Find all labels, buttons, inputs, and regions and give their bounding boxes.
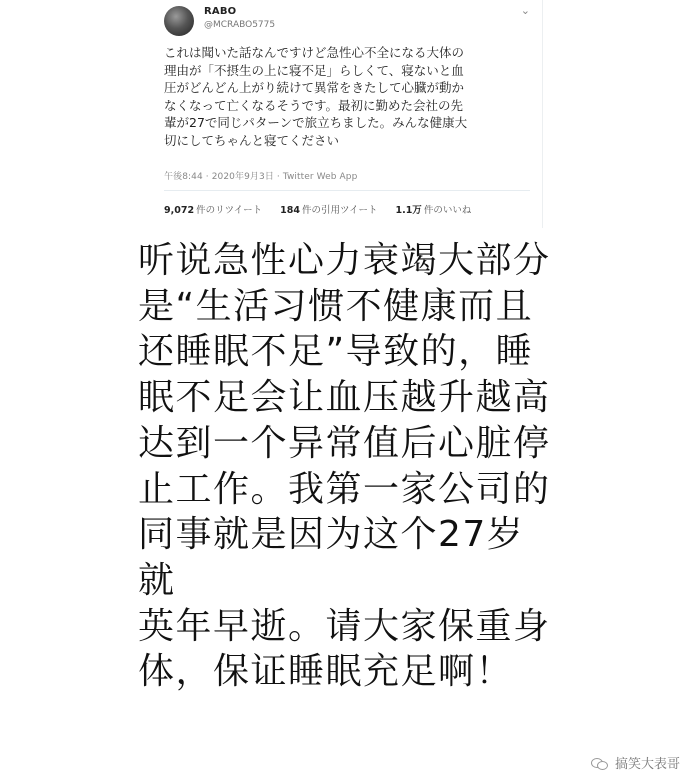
like-count[interactable] <box>395 202 471 216</box>
like-label: 件のいいね <box>423 205 472 216</box>
chevron-down-icon[interactable]: ⌄ <box>520 4 530 17</box>
tweet-timestamp[interactable]: 午後8:44 · 2020年9月3日 · Twitter Web App <box>164 172 358 182</box>
tweet-text: これは聞いた話なんですけど急性心不全になる大体の 理由が「不摂生の上に寝不足」らしくて、寝ないと血 圧がどんどん上がり続けて異常をきたして心臓が動か なくなって亡くなるそうです。最初に勤めた会社の先 輩が27で同じパターンで旅立ちました。みんな健康大 切にしてちゃんと寝てください <box>164 45 468 148</box>
watermark-text: 搞笑大表哥 <box>614 757 680 772</box>
retweet-label: 件のリツイート <box>196 205 263 216</box>
wechat-icon <box>591 756 609 770</box>
avatar[interactable] <box>164 6 194 36</box>
display-name[interactable]: RABO <box>204 6 237 17</box>
watermark <box>591 753 680 772</box>
user-handle[interactable]: @MCRABO5775 <box>204 20 276 30</box>
tweet-stats <box>164 202 471 216</box>
retweet-count[interactable] <box>164 202 262 216</box>
retweet-number: 9,072 <box>164 205 195 216</box>
like-number: 1.1万 <box>395 205 422 216</box>
translation-text: 听说急性心力衰竭大部分 是“生活习惯不健康而且 还睡眠不足”导致的，睡 眠不足会让血压越升越高 达到一个异常值后心脏停 止工作。我第一家公司的 同事就是因为这个27岁就 英年早逝。请大家保重身 体，保证睡眠充足啊！ <box>138 240 551 693</box>
quote-label: 件の引用ツイート <box>301 205 378 216</box>
divider <box>164 190 530 191</box>
tweet-card <box>150 0 543 228</box>
quote-count[interactable] <box>280 202 377 216</box>
quote-number: 184 <box>280 205 300 216</box>
